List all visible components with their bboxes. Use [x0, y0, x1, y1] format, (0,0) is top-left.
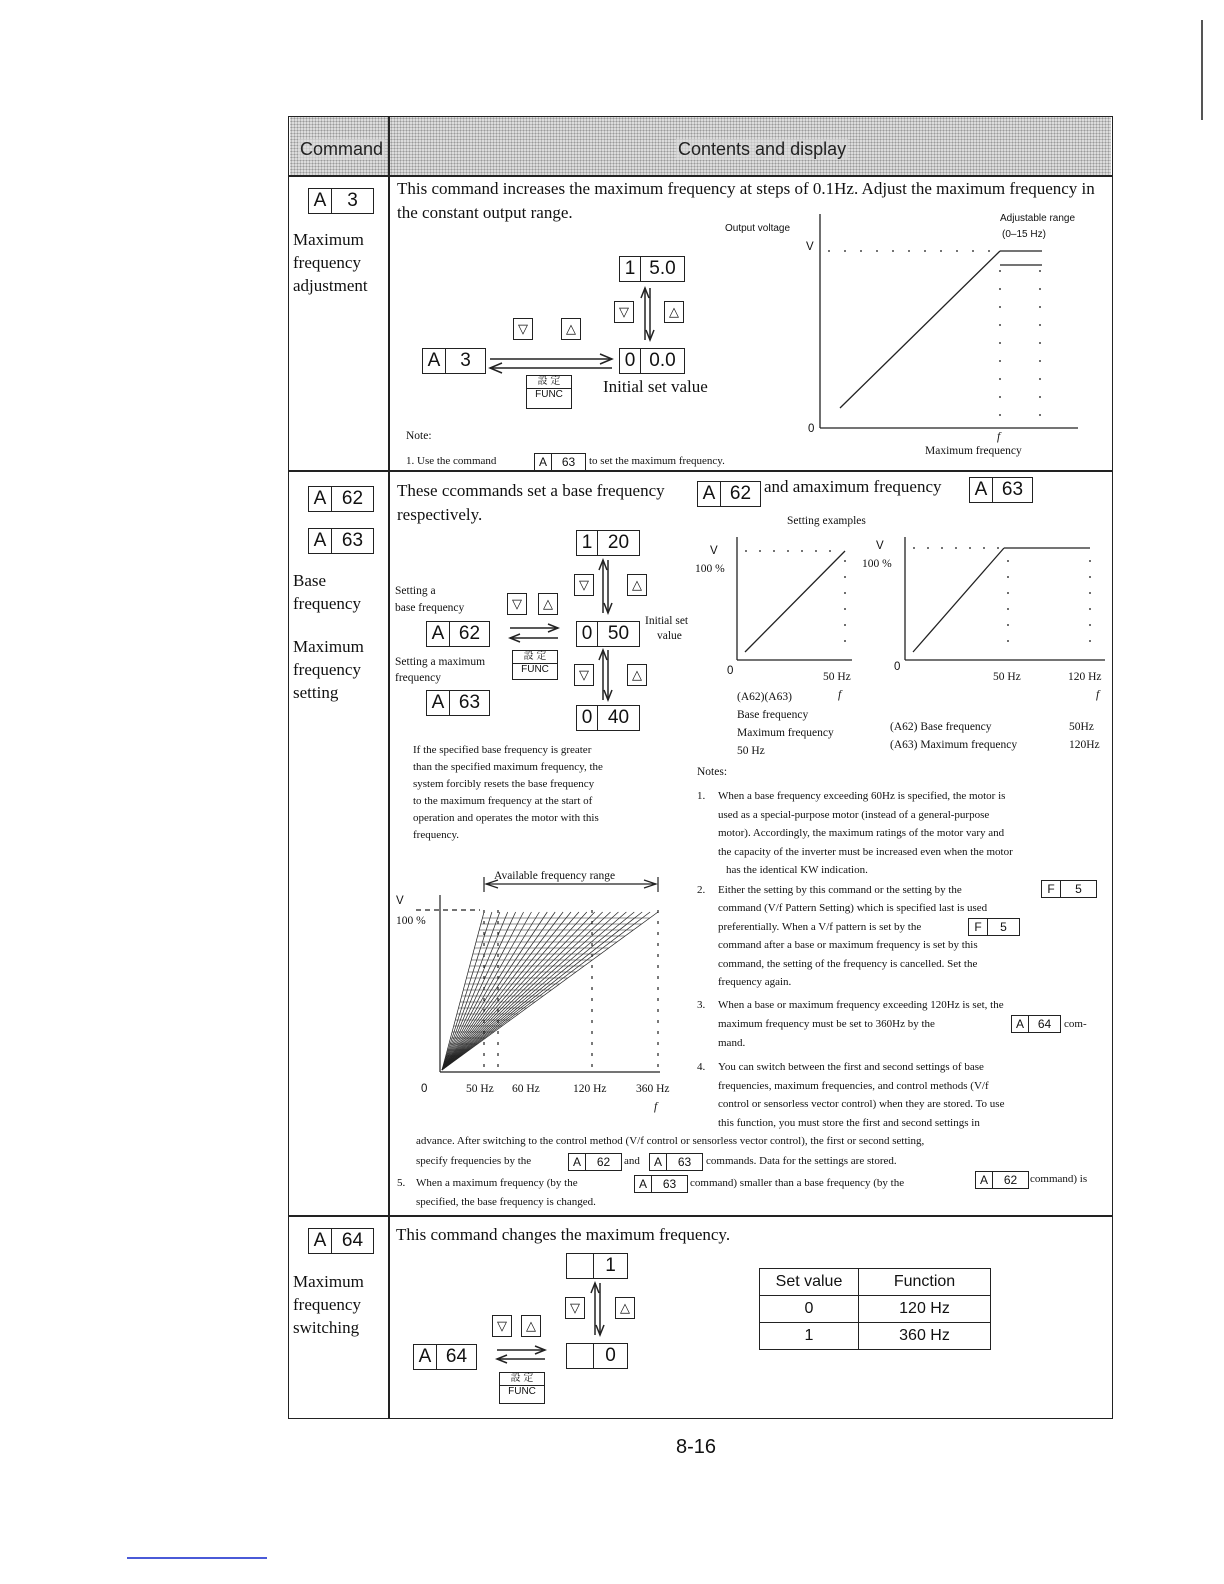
setting-max-label: Setting a maximum frequency	[395, 656, 486, 684]
note-2-f5-code: F 5	[1041, 880, 1097, 898]
note-5-d: specified, the base frequency is changed.	[416, 1196, 596, 1208]
down-key[interactable]: ▽	[574, 664, 594, 686]
command-a62-small: A 62	[426, 621, 490, 647]
examples-title: Setting examples	[787, 515, 866, 527]
a62-inline-code: A 62	[697, 481, 761, 507]
note-3-line1: When a base or maximum frequency exceeding 120Hz is set, the	[718, 999, 1004, 1011]
header-contents: Contents and display	[678, 139, 847, 159]
note-5-a62-code: A 62	[975, 1171, 1029, 1189]
a62-initial-label: Initial set value	[645, 615, 689, 642]
a63-inline-code: A 63	[969, 477, 1033, 503]
note-2-line2: command (V/f Pattern Setting) which is specified last is used	[718, 902, 988, 914]
table-header-row	[760, 1269, 991, 1296]
avail-title: Available frequency range	[494, 870, 616, 882]
bottom-rule	[127, 1557, 267, 1559]
display-a62-120: 1 20	[576, 530, 640, 556]
avail-f: f	[654, 1101, 658, 1113]
avail-pct: 100 %	[396, 915, 426, 927]
a3-graph-zero: 0	[808, 423, 815, 435]
table-header: Function	[859, 1269, 991, 1296]
a62-description-and: and amaximum frequency	[764, 477, 942, 496]
command-code-a62: A 62	[308, 486, 374, 512]
note-3-num: 3.	[697, 999, 706, 1011]
command-code-a3: A 3	[308, 188, 374, 214]
up-key[interactable]: △	[627, 664, 647, 686]
ex2-caption-2: (A63) Maximum frequency	[890, 739, 1018, 751]
ex2-f: f	[1096, 689, 1100, 701]
display-a64-bottom: 0	[566, 1343, 628, 1369]
ex1-x: 50 Hz	[823, 671, 851, 683]
table-cell: 360 Hz	[859, 1323, 991, 1350]
note-2-rest: command after a base or maximum frequency is set by this command, the setting of the frequency is cancelled. Set the frequency again.	[718, 939, 978, 988]
down-key[interactable]: ▽	[507, 593, 527, 615]
func-key[interactable]: 設 定 FUNC	[512, 650, 558, 680]
note-3-a64-code: A 64	[1011, 1015, 1061, 1033]
reset-text: If the specified base frequency is greater than the specified maximum frequency, the system forcibly resets the base frequency to the maximum frequency at the start of operation and operates the motor with this frequency.	[413, 744, 603, 841]
command-a64-small: A 64	[413, 1344, 477, 1370]
notes-title: Notes:	[697, 766, 728, 778]
avail-tick-50: 50 Hz	[466, 1083, 494, 1095]
a3-graph-range-value: (0–15 Hz)	[1002, 229, 1046, 240]
command-name-a3: Maximum frequency adjustment	[293, 230, 368, 295]
note-4-cont-2a: specify frequencies by the	[416, 1155, 532, 1167]
avail-tick-120: 120 Hz	[573, 1083, 607, 1095]
command-name-base: Base frequency	[293, 571, 361, 613]
set-value-table	[759, 1268, 991, 1350]
ex2-zero: 0	[894, 661, 901, 673]
func-key[interactable]: 設 定 FUNC	[526, 375, 572, 409]
up-key[interactable]: △	[521, 1315, 541, 1337]
command-code-a64: A 64	[308, 1228, 374, 1254]
up-key[interactable]: △	[664, 301, 684, 323]
down-key[interactable]: ▽	[565, 1297, 585, 1319]
a3-note-1: 1. Use the command	[406, 455, 497, 467]
setting-base-label: Setting a base frequency	[395, 585, 465, 614]
display-a63-040: 0 40	[576, 705, 640, 731]
func-key[interactable]: 設 定 FUNC	[499, 1372, 545, 1404]
command-a3-small: A 3	[422, 348, 486, 374]
note-4-cont-2b: commands. Data for the settings are stored.	[706, 1155, 897, 1167]
a64-description: This command changes the maximum frequency.	[396, 1225, 731, 1244]
a3-initial-label: Initial set value	[603, 377, 708, 396]
down-key[interactable]: ▽	[574, 574, 594, 596]
note-2-line3: preferentially. When a V/f pattern is set by the	[718, 921, 922, 933]
note-2-line1: Either the setting by this command or the setting by the	[718, 884, 962, 896]
table-cell: 1	[760, 1323, 859, 1350]
note-3-line2: maximum frequency must be set to 360Hz by the	[718, 1018, 935, 1030]
note-2-num: 2.	[697, 884, 706, 896]
note-4-a62-code: A 62	[568, 1153, 622, 1171]
command-a63-small: A 63	[426, 690, 490, 716]
avail-zero: 0	[421, 1083, 428, 1095]
note-4-num: 4.	[697, 1061, 706, 1073]
avail-tick-360: 360 Hz	[636, 1083, 670, 1095]
command-name-max-setting: Maximum frequency setting	[293, 637, 364, 702]
ex1-pct: 100 %	[695, 563, 725, 575]
ex1-v: V	[710, 545, 718, 557]
table-header: Set value	[760, 1269, 859, 1296]
page-number: 8-16	[676, 1436, 717, 1458]
note-5-b: command) smaller than a base frequency (by the	[690, 1177, 905, 1189]
note-2-f5-code-2: F 5	[968, 918, 1020, 936]
note-3-com: com-	[1064, 1018, 1087, 1030]
table-cell: 0	[760, 1296, 859, 1323]
command-code-a63: A 63	[308, 528, 374, 554]
note-1: When a base frequency exceeding 60Hz is specified, the motor is used as a special-purpose motor (instead of a general-purpose motor). Accordingly, the maximum ratings of the motor vary and the capacity of the inverter must be increased even when the motor has the identical KW indication.	[718, 790, 1013, 876]
table-row	[760, 1296, 991, 1323]
ex2-v: V	[876, 540, 884, 552]
ex2-x2: 120 Hz	[1068, 671, 1102, 683]
a3-note-title: Note:	[406, 430, 432, 442]
note-4-a63-code: A 63	[649, 1153, 703, 1171]
down-key[interactable]: ▽	[492, 1315, 512, 1337]
ex2-x1: 50 Hz	[993, 671, 1021, 683]
a3-graph-ylabel: Output voltage	[725, 223, 791, 234]
ex1-zero: 0	[727, 665, 734, 677]
a3-graph-range-label: Adjustable range	[1000, 213, 1076, 224]
a3-description: This command increases the maximum frequency at steps of 0.1Hz. Adjust the maximum frequency in the constant output range.	[397, 179, 1095, 222]
up-key[interactable]: △	[615, 1297, 635, 1319]
a3-graph-f: f	[997, 431, 1001, 443]
ex2-caption-1: (A62) Base frequency	[890, 721, 992, 733]
a3-graph-v: V	[806, 241, 814, 253]
up-key[interactable]: △	[538, 593, 558, 615]
command-name-a64: Maximum frequency switching	[293, 1272, 364, 1337]
avail-tick-60: 60 Hz	[512, 1083, 540, 1095]
ex2-caption-val-1: 50Hz	[1069, 721, 1094, 733]
note-4-cont-and: and	[624, 1155, 640, 1167]
note-3-mand: mand.	[718, 1037, 746, 1049]
display-a3-top: 1 5.0	[619, 256, 685, 282]
a3-note-1-tail: to set the maximum frequency.	[589, 455, 725, 467]
up-key[interactable]: △	[627, 574, 647, 596]
table-row	[760, 1323, 991, 1350]
ex2-caption-val-2: 120Hz	[1069, 739, 1100, 751]
table-cell: 120 Hz	[859, 1296, 991, 1323]
ex1-caption: (A62)(A63) Base frequency Maximum frequency 50 Hz	[737, 691, 834, 757]
note-1-num: 1.	[697, 790, 706, 802]
note-4-cont-1: advance. After switching to the control method (V/f control or sensorless vector control), the first or second setting,	[416, 1135, 925, 1147]
right-edge-line	[1201, 20, 1203, 120]
down-key[interactable]: ▽	[614, 301, 634, 323]
note-4: You can switch between the first and second settings of base frequencies, maximum frequencies, and control methods (V/f control or sensorless vector control) when they are stored. To use this function, you must store the first and second settings in	[718, 1061, 1005, 1129]
note-5-c: command) is	[1030, 1173, 1088, 1185]
a3-graph-xlabel: Maximum frequency	[925, 445, 1022, 457]
a3-note-code: A 63	[534, 453, 586, 471]
note-5-a: When a maximum frequency (by the	[416, 1177, 578, 1189]
note-5-a63-code: A 63	[634, 1175, 688, 1193]
header-command: Command	[300, 139, 384, 159]
down-key[interactable]: ▽	[513, 318, 533, 340]
ex1-f: f	[838, 689, 842, 701]
display-a62-050: 0 50	[576, 621, 640, 647]
ex2-pct: 100 %	[862, 558, 892, 570]
note-5-num: 5.	[397, 1177, 406, 1189]
a62-description-2: respectively.	[397, 505, 483, 524]
display-a3-bottom: 0 0.0	[619, 348, 685, 374]
a62-description-1: These ccommands set a base frequency	[397, 481, 665, 500]
up-key[interactable]: △	[561, 318, 581, 340]
display-a64-top: 1	[566, 1253, 628, 1279]
avail-v: V	[396, 895, 404, 907]
